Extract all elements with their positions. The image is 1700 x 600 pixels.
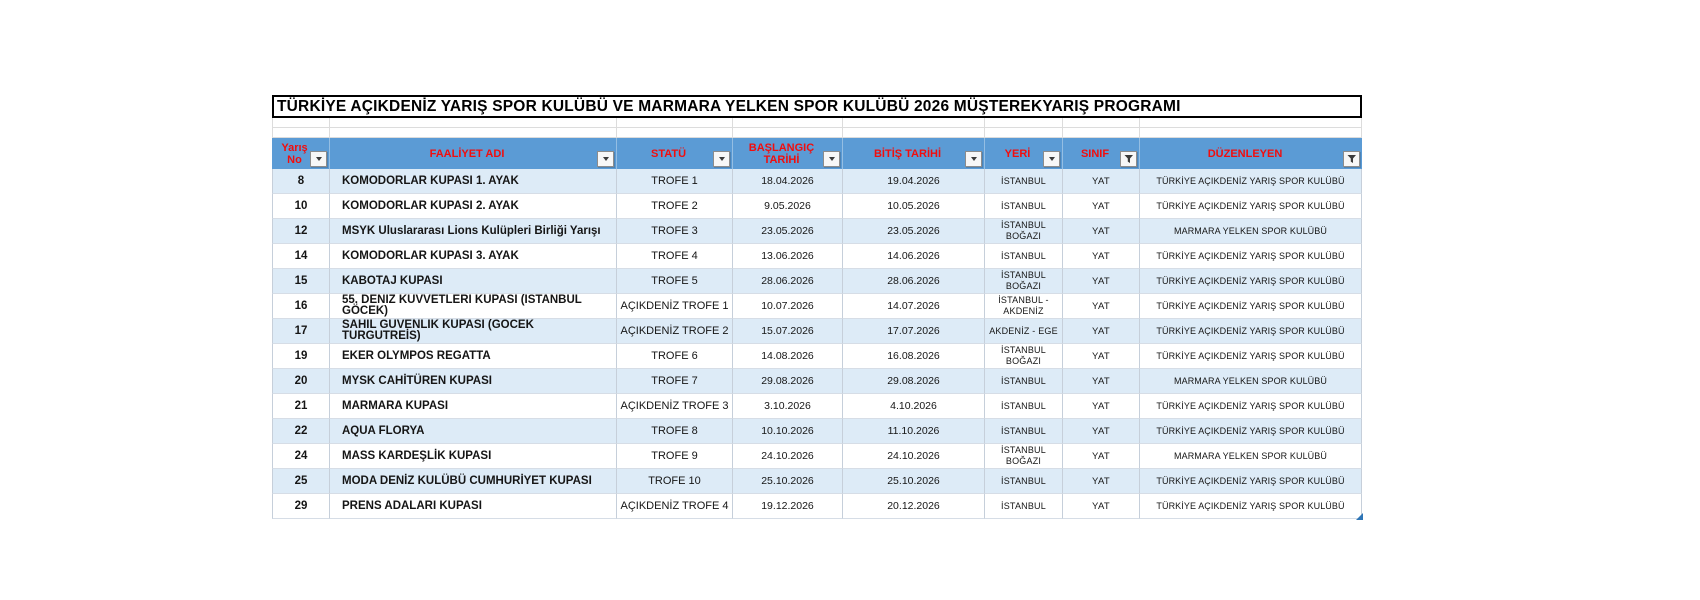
cell-statu[interactable]: AÇIKDENİZ TROFE 2 — [617, 319, 733, 344]
cell-yaris_no[interactable]: 10 — [272, 194, 330, 219]
cell-yeri[interactable]: İSTANBUL — [985, 394, 1063, 419]
cell-duzenleyen[interactable]: TÜRKİYE AÇIKDENİZ YARIŞ SPOR KULÜBÜ — [1140, 244, 1362, 269]
cell-faaliyet_adi[interactable]: PRENS ADALARI KUPASI — [330, 494, 617, 519]
cell-statu[interactable]: TROFE 6 — [617, 344, 733, 369]
filter-dropdown-button[interactable] — [823, 151, 840, 167]
column-header-label: BAŞLANGIÇ TARİHİ — [748, 141, 815, 166]
column-header-label: FAALİYET ADI — [429, 147, 505, 160]
cell-baslangic_tarihi[interactable]: 28.06.2026 — [733, 269, 843, 294]
cell-sinif[interactable]: YAT — [1063, 444, 1140, 469]
table-row — [272, 369, 1362, 394]
funnel-icon — [1347, 154, 1357, 164]
cell-yeri[interactable]: İSTANBUL BOĞAZI — [985, 344, 1063, 369]
column-header-label: STATÜ — [650, 147, 687, 160]
cell-yeri[interactable]: İSTANBUL - AKDENİZ — [985, 294, 1063, 319]
cell-bitis_tarihi[interactable]: 10.05.2026 — [843, 194, 985, 219]
table-row — [272, 344, 1362, 369]
cell-duzenleyen[interactable]: TÜRKİYE AÇIKDENİZ YARIŞ SPOR KULÜBÜ — [1140, 269, 1362, 294]
cell-faaliyet_adi[interactable]: EKER OLYMPOS REGATTA — [330, 344, 617, 369]
page-title: TÜRKİYE AÇIKDENİZ YARIŞ SPOR KULÜBÜ VE MARMARA YELKEN SPOR KULÜBÜ 2026 MÜŞTEREKYARIŞ PROGRAMI — [272, 95, 1362, 118]
table-row — [272, 294, 1362, 319]
column-header-label: BİTİŞ TARİHİ — [873, 147, 941, 160]
cell-baslangic_tarihi[interactable]: 23.05.2026 — [733, 219, 843, 244]
chevron-down-icon — [971, 157, 977, 161]
cell-bitis_tarihi[interactable]: 24.10.2026 — [843, 444, 985, 469]
cell-faaliyet_adi[interactable]: KOMODORLAR KUPASI 2. AYAK — [330, 194, 617, 219]
table-row — [272, 319, 1362, 344]
cell-baslangic_tarihi[interactable]: 13.06.2026 — [733, 244, 843, 269]
cell-yeri[interactable]: İSTANBUL BOĞAZI — [985, 269, 1063, 294]
table-row — [272, 194, 1362, 219]
cell-faaliyet_adi[interactable]: SAHİL GÜVENLİK KUPASI (GÖCEK TURGUTREİS) — [330, 319, 617, 344]
cell-baslangic_tarihi[interactable]: 25.10.2026 — [733, 469, 843, 494]
cell-yeri[interactable]: İSTANBUL — [985, 494, 1063, 519]
cell-statu[interactable]: TROFE 3 — [617, 219, 733, 244]
cell-bitis_tarihi[interactable]: 16.08.2026 — [843, 344, 985, 369]
cell-sinif[interactable]: YAT — [1063, 344, 1140, 369]
cell-sinif[interactable]: YAT — [1063, 244, 1140, 269]
cell-bitis_tarihi[interactable]: 25.10.2026 — [843, 469, 985, 494]
table-row — [272, 494, 1362, 519]
cell-sinif[interactable]: YAT — [1063, 494, 1140, 519]
cell-bitis_tarihi[interactable]: 29.08.2026 — [843, 369, 985, 394]
cell-duzenleyen[interactable]: TÜRKİYE AÇIKDENİZ YARIŞ SPOR KULÜBÜ — [1140, 394, 1362, 419]
cell-duzenleyen[interactable]: TÜRKİYE AÇIKDENİZ YARIŞ SPOR KULÜBÜ — [1140, 494, 1362, 519]
grid-cell — [985, 118, 1063, 128]
grid-row — [272, 118, 1362, 128]
grid-cell — [617, 118, 733, 128]
cell-faaliyet_adi[interactable]: KOMODORLAR KUPASI 3. AYAK — [330, 244, 617, 269]
grid-cell — [272, 118, 330, 128]
cell-baslangic_tarihi[interactable]: 14.08.2026 — [733, 344, 843, 369]
column-header-yaris_no — [272, 138, 330, 169]
column-header-label: SINIF — [1080, 147, 1110, 160]
chevron-down-icon — [603, 157, 609, 161]
cell-faaliyet_adi[interactable]: MODA DENİZ KULÜBÜ CUMHURİYET KUPASI — [330, 469, 617, 494]
chevron-down-icon — [1049, 157, 1055, 161]
grid-cell — [330, 128, 617, 138]
grid-cell — [843, 128, 985, 138]
cell-statu[interactable]: AÇIKDENİZ TROFE 4 — [617, 494, 733, 519]
cell-yeri[interactable]: İSTANBUL BOĞAZI — [985, 219, 1063, 244]
column-header-bitis_tarihi — [843, 138, 985, 169]
cell-bitis_tarihi[interactable]: 14.06.2026 — [843, 244, 985, 269]
table-row — [272, 219, 1362, 244]
cell-yaris_no[interactable]: 8 — [272, 169, 330, 194]
cell-duzenleyen[interactable]: TÜRKİYE AÇIKDENİZ YARIŞ SPOR KULÜBÜ — [1140, 419, 1362, 444]
cell-baslangic_tarihi[interactable]: 10.07.2026 — [733, 294, 843, 319]
cell-duzenleyen[interactable]: MARMARA YELKEN SPOR KULÜBÜ — [1140, 369, 1362, 394]
cell-baslangic_tarihi[interactable]: 24.10.2026 — [733, 444, 843, 469]
cell-statu[interactable]: TROFE 8 — [617, 419, 733, 444]
cell-duzenleyen[interactable]: TÜRKİYE AÇIKDENİZ YARIŞ SPOR KULÜBÜ — [1140, 169, 1362, 194]
filter-dropdown-button[interactable] — [713, 151, 730, 167]
cell-faaliyet_adi[interactable]: KOMODORLAR KUPASI 1. AYAK — [330, 169, 617, 194]
cell-yaris_no[interactable]: 12 — [272, 219, 330, 244]
cell-yaris_no[interactable]: 21 — [272, 394, 330, 419]
cell-bitis_tarihi[interactable]: 19.04.2026 — [843, 169, 985, 194]
cell-duzenleyen[interactable]: TÜRKİYE AÇIKDENİZ YARIŞ SPOR KULÜBÜ — [1140, 319, 1362, 344]
cell-sinif[interactable]: YAT — [1063, 319, 1140, 344]
grid-cell — [1063, 128, 1140, 138]
cell-statu[interactable]: TROFE 5 — [617, 269, 733, 294]
column-header-statu — [617, 138, 733, 169]
cell-yaris_no[interactable]: 22 — [272, 419, 330, 444]
funnel-icon — [1124, 154, 1134, 164]
cell-baslangic_tarihi[interactable]: 18.04.2026 — [733, 169, 843, 194]
cell-sinif[interactable]: YAT — [1063, 394, 1140, 419]
cell-faaliyet_adi[interactable]: MASS KARDEŞLİK KUPASI — [330, 444, 617, 469]
column-header-baslangic_tarihi — [733, 138, 843, 169]
cell-yeri[interactable]: İSTANBUL BOĞAZI — [985, 444, 1063, 469]
table-row — [272, 269, 1362, 294]
filter-funnel-button[interactable] — [1120, 151, 1137, 167]
table-resize-handle[interactable] — [1356, 513, 1363, 520]
filter-dropdown-button[interactable] — [597, 151, 614, 167]
cell-sinif[interactable]: YAT — [1063, 169, 1140, 194]
filter-dropdown-button[interactable] — [965, 151, 982, 167]
table-row — [272, 444, 1362, 469]
grid-cell — [1063, 118, 1140, 128]
cell-yaris_no[interactable]: 19 — [272, 344, 330, 369]
column-header-label: DÜZENLEYEN — [1207, 147, 1283, 160]
column-header-faaliyet_adi — [330, 138, 617, 169]
cell-yeri[interactable]: İSTANBUL — [985, 244, 1063, 269]
grid-cell — [733, 118, 843, 128]
cell-statu[interactable]: TROFE 2 — [617, 194, 733, 219]
column-header-label: Yarış No — [281, 141, 308, 166]
cell-yeri[interactable]: İSTANBUL — [985, 169, 1063, 194]
cell-yaris_no[interactable]: 24 — [272, 444, 330, 469]
grid-cell — [617, 128, 733, 138]
cell-yaris_no[interactable]: 15 — [272, 269, 330, 294]
cell-statu[interactable]: TROFE 7 — [617, 369, 733, 394]
cell-sinif[interactable]: YAT — [1063, 294, 1140, 319]
cell-duzenleyen[interactable]: TÜRKİYE AÇIKDENİZ YARIŞ SPOR KULÜBÜ — [1140, 294, 1362, 319]
table-row — [272, 244, 1362, 269]
table-row — [272, 419, 1362, 444]
cell-bitis_tarihi[interactable]: 14.07.2026 — [843, 294, 985, 319]
grid-row — [272, 128, 1362, 138]
grid-cell — [272, 128, 330, 138]
grid-cell — [985, 128, 1063, 138]
cell-yaris_no[interactable]: 17 — [272, 319, 330, 344]
cell-statu[interactable]: TROFE 9 — [617, 444, 733, 469]
cell-baslangic_tarihi[interactable]: 29.08.2026 — [733, 369, 843, 394]
cell-duzenleyen[interactable]: TÜRKİYE AÇIKDENİZ YARIŞ SPOR KULÜBÜ — [1140, 344, 1362, 369]
cell-duzenleyen[interactable]: TÜRKİYE AÇIKDENİZ YARIŞ SPOR KULÜBÜ — [1140, 469, 1362, 494]
cell-sinif[interactable]: YAT — [1063, 269, 1140, 294]
cell-yeri[interactable]: AKDENİZ - EGE — [985, 319, 1063, 344]
table-body — [272, 169, 1362, 519]
filter-funnel-button[interactable] — [1343, 151, 1360, 167]
cell-yaris_no[interactable]: 14 — [272, 244, 330, 269]
chevron-down-icon — [316, 157, 322, 161]
cell-yaris_no[interactable]: 29 — [272, 494, 330, 519]
cell-bitis_tarihi[interactable]: 4.10.2026 — [843, 394, 985, 419]
table-row — [272, 169, 1362, 194]
cell-sinif[interactable]: YAT — [1063, 194, 1140, 219]
column-header-sinif — [1063, 138, 1140, 169]
grid-cell — [843, 118, 985, 128]
cell-sinif[interactable]: YAT — [1063, 219, 1140, 244]
cell-yeri[interactable]: İSTANBUL — [985, 469, 1063, 494]
spreadsheet-table — [272, 95, 1362, 519]
grid-cell — [733, 128, 843, 138]
cell-bitis_tarihi[interactable]: 11.10.2026 — [843, 419, 985, 444]
grid-cell — [1140, 118, 1362, 128]
cell-statu[interactable]: AÇIKDENİZ TROFE 3 — [617, 394, 733, 419]
cell-yeri[interactable]: İSTANBUL — [985, 419, 1063, 444]
cell-yaris_no[interactable]: 16 — [272, 294, 330, 319]
cell-sinif[interactable]: YAT — [1063, 419, 1140, 444]
cell-yeri[interactable]: İSTANBUL — [985, 194, 1063, 219]
cell-baslangic_tarihi[interactable]: 3.10.2026 — [733, 394, 843, 419]
cell-bitis_tarihi[interactable]: 17.07.2026 — [843, 319, 985, 344]
cell-faaliyet_adi[interactable]: MARMARA KUPASI — [330, 394, 617, 419]
chevron-down-icon — [829, 157, 835, 161]
cell-baslangic_tarihi[interactable]: 15.07.2026 — [733, 319, 843, 344]
cell-baslangic_tarihi[interactable]: 19.12.2026 — [733, 494, 843, 519]
cell-faaliyet_adi[interactable]: MYSK CAHİTÜREN KUPASI — [330, 369, 617, 394]
cell-yaris_no[interactable]: 20 — [272, 369, 330, 394]
empty-grid-rows — [272, 118, 1362, 138]
cell-bitis_tarihi[interactable]: 23.05.2026 — [843, 219, 985, 244]
cell-statu[interactable]: AÇIKDENİZ TROFE 1 — [617, 294, 733, 319]
cell-faaliyet_adi[interactable]: AQUA FLORYA — [330, 419, 617, 444]
chevron-down-icon — [719, 157, 725, 161]
cell-sinif[interactable]: YAT — [1063, 469, 1140, 494]
cell-statu[interactable]: TROFE 4 — [617, 244, 733, 269]
cell-statu[interactable]: TROFE 1 — [617, 169, 733, 194]
column-header-label: YERİ — [1004, 147, 1031, 160]
cell-yeri[interactable]: İSTANBUL — [985, 369, 1063, 394]
cell-faaliyet_adi[interactable]: 55. DENİZ KUVVETLERİ KUPASI (İSTANBUL GÖCEK) — [330, 294, 617, 319]
cell-duzenleyen[interactable]: MARMARA YELKEN SPOR KULÜBÜ — [1140, 219, 1362, 244]
table-header-row — [272, 138, 1362, 169]
cell-yaris_no[interactable]: 25 — [272, 469, 330, 494]
column-header-yeri — [985, 138, 1063, 169]
cell-bitis_tarihi[interactable]: 20.12.2026 — [843, 494, 985, 519]
grid-cell — [1140, 128, 1362, 138]
cell-statu[interactable]: TROFE 10 — [617, 469, 733, 494]
cell-duzenleyen[interactable]: TÜRKİYE AÇIKDENİZ YARIŞ SPOR KULÜBÜ — [1140, 194, 1362, 219]
cell-baslangic_tarihi[interactable]: 9.05.2026 — [733, 194, 843, 219]
cell-faaliyet_adi[interactable]: KABOTAJ KUPASI — [330, 269, 617, 294]
table-row — [272, 394, 1362, 419]
grid-cell — [330, 118, 617, 128]
cell-baslangic_tarihi[interactable]: 10.10.2026 — [733, 419, 843, 444]
table-row — [272, 469, 1362, 494]
column-header-duzenleyen — [1140, 138, 1362, 169]
cell-faaliyet_adi[interactable]: MSYK Uluslararası Lions Kulüpleri Birliği Yarışı — [330, 219, 617, 244]
cell-bitis_tarihi[interactable]: 28.06.2026 — [843, 269, 985, 294]
cell-duzenleyen[interactable]: MARMARA YELKEN SPOR KULÜBÜ — [1140, 444, 1362, 469]
cell-sinif[interactable]: YAT — [1063, 369, 1140, 394]
filter-dropdown-button[interactable] — [310, 151, 327, 167]
filter-dropdown-button[interactable] — [1043, 151, 1060, 167]
